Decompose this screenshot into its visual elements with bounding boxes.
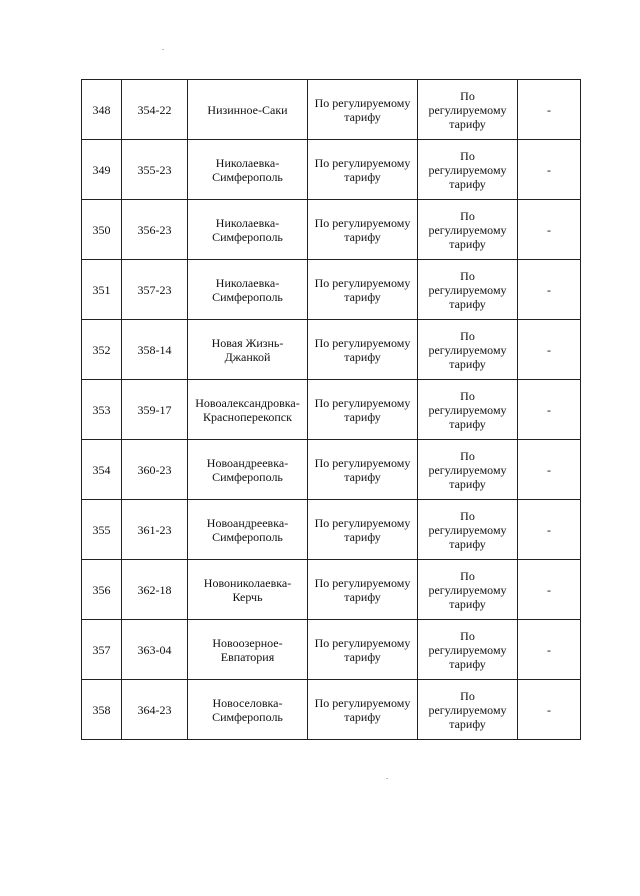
tariff-cell-line: По регулируемому	[314, 155, 411, 170]
route-code-cell: 360-23	[122, 440, 188, 500]
route-name-cell-line: Евпатория	[220, 649, 275, 664]
tariff-cell-line: тарифу	[344, 529, 381, 544]
tariff-cell-secondary-line: тарифу	[449, 296, 486, 311]
routes-table-body	[82, 80, 581, 740]
tariff-cell	[308, 320, 418, 380]
tariff-cell-secondary-line: тарифу	[449, 176, 486, 191]
tariff-cell-secondary-line: По	[460, 268, 475, 283]
tariff-cell-secondary-line: тарифу	[449, 536, 486, 551]
row-number-cell: 352	[82, 320, 122, 380]
tariff-cell	[308, 620, 418, 680]
tariff-cell-secondary-line: тарифу	[449, 356, 486, 371]
route-code-cell: 364-23	[122, 680, 188, 740]
route-name-cell-line: Керчь	[232, 589, 263, 604]
route-code-cell: 356-23	[122, 200, 188, 260]
tariff-cell-secondary-line: тарифу	[449, 656, 486, 671]
table-row	[82, 260, 581, 320]
tariff-cell	[308, 560, 418, 620]
tariff-cell-secondary-line: По	[460, 568, 475, 583]
route-name-cell-line: Новоандреевка-	[206, 455, 289, 470]
row-number-cell: 353	[82, 380, 122, 440]
table-row	[82, 440, 581, 500]
route-name-cell	[188, 380, 308, 440]
route-name-cell-line: Джанкой	[224, 349, 271, 364]
dash-cell: -	[518, 440, 581, 500]
tariff-cell-secondary	[418, 380, 518, 440]
tariff-cell-secondary-line: По	[460, 688, 475, 703]
tariff-cell-secondary-line: регулируемому	[428, 702, 507, 717]
route-name-cell	[188, 260, 308, 320]
row-number-cell: 357	[82, 620, 122, 680]
route-name-cell	[188, 440, 308, 500]
tariff-cell-secondary	[418, 500, 518, 560]
tariff-cell-line: По регулируемому	[314, 275, 411, 290]
tariff-cell-secondary	[418, 440, 518, 500]
tariff-cell	[308, 260, 418, 320]
route-name-cell-line: Симферополь	[212, 469, 283, 484]
tariff-cell-secondary-line: регулируемому	[428, 342, 507, 357]
tariff-cell-line: По регулируемому	[314, 635, 411, 650]
row-number-cell: 355	[82, 500, 122, 560]
tariff-cell-line: тарифу	[344, 649, 381, 664]
tariff-cell	[308, 440, 418, 500]
route-name-cell-line: Николаевка-	[215, 275, 280, 290]
dash-cell: -	[518, 80, 581, 140]
tariff-cell-secondary-line: регулируемому	[428, 462, 507, 477]
tariff-cell-secondary	[418, 620, 518, 680]
row-number-cell: 351	[82, 260, 122, 320]
tariff-cell-line: По регулируемому	[314, 695, 411, 710]
tariff-cell-line: тарифу	[344, 169, 381, 184]
table-row	[82, 620, 581, 680]
table-row	[82, 500, 581, 560]
route-name-cell-line: Симферополь	[212, 709, 283, 724]
tariff-cell-secondary	[418, 80, 518, 140]
tariff-cell-secondary-line: По	[460, 208, 475, 223]
dash-cell: -	[518, 500, 581, 560]
route-name-cell	[188, 560, 308, 620]
route-name-cell-line: Низинное-Саки	[207, 102, 288, 117]
route-name-cell-line: Новониколаевка-	[203, 575, 292, 590]
tariff-cell-secondary	[418, 320, 518, 380]
dash-cell: -	[518, 620, 581, 680]
tariff-cell-secondary-line: По	[460, 628, 475, 643]
tariff-cell	[308, 380, 418, 440]
route-code-cell: 362-18	[122, 560, 188, 620]
tariff-cell-secondary-line: По	[460, 448, 475, 463]
routes-table	[81, 79, 581, 740]
scan-speck	[386, 778, 388, 779]
tariff-cell	[308, 200, 418, 260]
tariff-cell	[308, 500, 418, 560]
route-name-cell	[188, 320, 308, 380]
route-name-cell-line: Симферополь	[212, 169, 283, 184]
tariff-cell	[308, 680, 418, 740]
table-row	[82, 200, 581, 260]
table-row	[82, 320, 581, 380]
dash-cell: -	[518, 560, 581, 620]
table-row	[82, 380, 581, 440]
tariff-cell-secondary	[418, 680, 518, 740]
tariff-cell-line: тарифу	[344, 709, 381, 724]
tariff-cell-secondary-line: регулируемому	[428, 222, 507, 237]
dash-cell: -	[518, 380, 581, 440]
dash-cell: -	[518, 260, 581, 320]
tariff-cell-line: По регулируемому	[314, 95, 411, 110]
tariff-cell-secondary-line: По	[460, 388, 475, 403]
tariff-cell-line: По регулируемому	[314, 215, 411, 230]
tariff-cell-secondary-line: тарифу	[449, 236, 486, 251]
dash-cell: -	[518, 320, 581, 380]
tariff-cell-line: тарифу	[344, 229, 381, 244]
table-row	[82, 140, 581, 200]
tariff-cell	[308, 80, 418, 140]
route-code-cell: 358-14	[122, 320, 188, 380]
route-name-cell-line: Новоселовка-	[212, 695, 283, 710]
tariff-cell-secondary-line: По	[460, 328, 475, 343]
route-name-cell-line: Симферополь	[212, 229, 283, 244]
table-row	[82, 680, 581, 740]
scan-speck	[162, 49, 164, 50]
route-name-cell	[188, 680, 308, 740]
tariff-cell-secondary	[418, 260, 518, 320]
tariff-cell-secondary-line: регулируемому	[428, 402, 507, 417]
route-name-cell	[188, 500, 308, 560]
tariff-cell-secondary-line: регулируемому	[428, 582, 507, 597]
route-name-cell-line: Новоандреевка-	[206, 515, 289, 530]
route-code-cell: 355-23	[122, 140, 188, 200]
tariff-cell-secondary	[418, 560, 518, 620]
table-row	[82, 560, 581, 620]
tariff-cell-line: тарифу	[344, 289, 381, 304]
tariff-cell-line: По регулируемому	[314, 335, 411, 350]
tariff-cell-secondary-line: тарифу	[449, 596, 486, 611]
tariff-cell-secondary-line: регулируемому	[428, 162, 507, 177]
row-number-cell: 354	[82, 440, 122, 500]
tariff-cell-line: тарифу	[344, 589, 381, 604]
row-number-cell: 349	[82, 140, 122, 200]
tariff-cell-line: тарифу	[344, 409, 381, 424]
route-code-cell: 354-22	[122, 80, 188, 140]
table-row	[82, 80, 581, 140]
tariff-cell-secondary-line: тарифу	[449, 716, 486, 731]
row-number-cell: 356	[82, 560, 122, 620]
route-code-cell: 359-17	[122, 380, 188, 440]
route-name-cell-line: Симферополь	[212, 289, 283, 304]
tariff-cell-line: По регулируемому	[314, 455, 411, 470]
tariff-cell-secondary-line: регулируемому	[428, 642, 507, 657]
route-name-cell	[188, 620, 308, 680]
tariff-cell-secondary-line: регулируемому	[428, 282, 507, 297]
route-name-cell-line: Красноперекопск	[203, 409, 292, 424]
route-name-cell	[188, 200, 308, 260]
tariff-cell-line: тарифу	[344, 349, 381, 364]
tariff-cell-secondary	[418, 200, 518, 260]
route-code-cell: 363-04	[122, 620, 188, 680]
route-name-cell-line: Новоозерное-	[212, 635, 283, 650]
tariff-cell-secondary-line: регулируемому	[428, 522, 507, 537]
tariff-cell-secondary-line: тарифу	[449, 476, 486, 491]
route-name-cell-line: Николаевка-	[215, 155, 280, 170]
tariff-cell	[308, 140, 418, 200]
route-code-cell: 357-23	[122, 260, 188, 320]
tariff-cell-secondary-line: По	[460, 148, 475, 163]
route-name-cell-line: Новоалександровка-	[195, 395, 300, 410]
tariff-cell-line: тарифу	[344, 469, 381, 484]
tariff-cell-secondary	[418, 140, 518, 200]
dash-cell: -	[518, 200, 581, 260]
row-number-cell: 358	[82, 680, 122, 740]
row-number-cell: 350	[82, 200, 122, 260]
tariff-cell-secondary-line: регулируемому	[428, 102, 507, 117]
route-name-cell-line: Новая Жизнь-	[211, 335, 284, 350]
dash-cell: -	[518, 680, 581, 740]
tariff-cell-line: тарифу	[344, 109, 381, 124]
route-name-cell	[188, 140, 308, 200]
tariff-cell-secondary-line: По	[460, 88, 475, 103]
tariff-cell-secondary-line: тарифу	[449, 116, 486, 131]
route-name-cell	[188, 80, 308, 140]
row-number-cell: 348	[82, 80, 122, 140]
tariff-cell-line: По регулируемому	[314, 575, 411, 590]
route-name-cell-line: Николаевка-	[215, 215, 280, 230]
dash-cell: -	[518, 140, 581, 200]
route-name-cell-line: Симферополь	[212, 529, 283, 544]
tariff-cell-secondary-line: По	[460, 508, 475, 523]
tariff-cell-line: По регулируемому	[314, 395, 411, 410]
route-code-cell: 361-23	[122, 500, 188, 560]
tariff-cell-secondary-line: тарифу	[449, 416, 486, 431]
tariff-cell-line: По регулируемому	[314, 515, 411, 530]
